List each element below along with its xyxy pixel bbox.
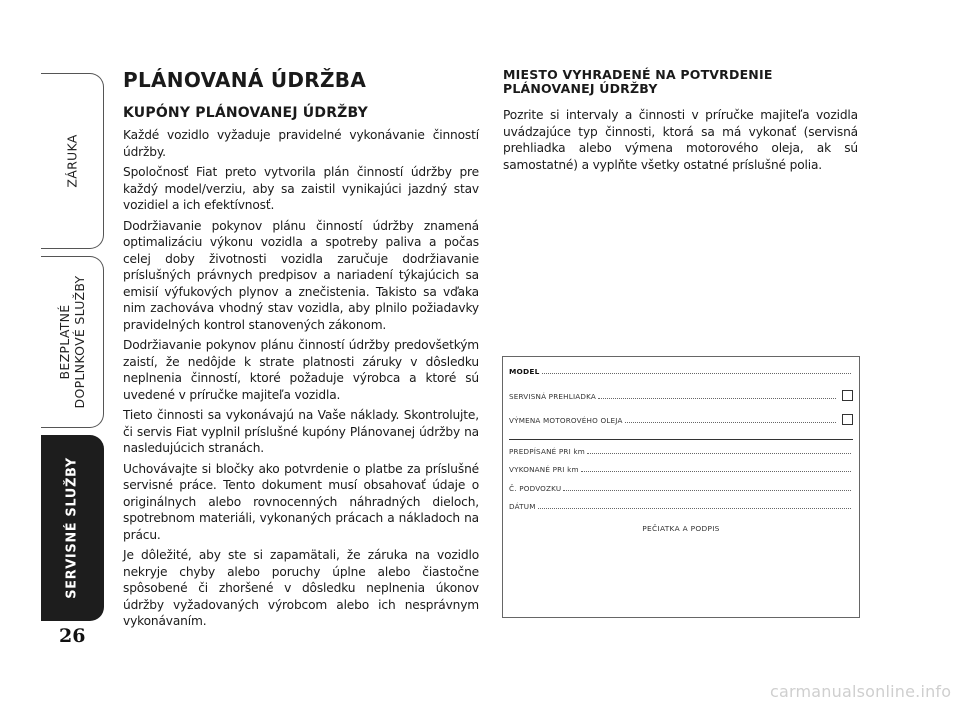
right-column — [503, 68, 858, 173]
paragraph: Každé vozidlo vyžaduje pravidelné vykonávanie činností údržby. — [123, 128, 479, 159]
performed-km-label: VYKONANÉ PRI km — [509, 465, 579, 474]
prescribed-km-row[interactable] — [509, 447, 853, 456]
prescribed-km-label: PREDPÍSANÉ PRI km — [509, 447, 585, 456]
tab-bezplatne-sluzby-label: BEZPLATNÉ DOPLNKOVÉ SLUŽBY — [57, 275, 87, 409]
paragraph: Spoločnosť Fiat preto vytvorila plán činností údržby pre každý model/verziu, aby sa zaistil vynikajúci jazdný stav vozidiel a ich efektívnosť. — [123, 165, 479, 212]
oil-change-row — [509, 414, 853, 425]
date-field[interactable] — [538, 507, 851, 509]
paragraph: Je dôležité, aby ste si zapamätali, že záruka na vozidlo nekryje chyby alebo poruchy úplne alebo čiastočne spôsobené či zhoršené v dôsledku neplnenia úkonov údržby vyžadovaných výrobcom alebo ich nesprávnym vykonávaním. — [123, 548, 479, 628]
date-row[interactable] — [509, 502, 853, 511]
tab-bezplatne-sluzby[interactable] — [41, 256, 104, 428]
chassis-number-row[interactable] — [509, 484, 853, 493]
oil-change-checkbox[interactable] — [842, 414, 853, 425]
section-title: KUPÓNY PLÁNOVANEJ ÚDRŽBY — [123, 105, 368, 121]
model-label: MODEL — [509, 367, 540, 376]
left-column — [123, 68, 479, 634]
right-paragraph: Pozrite si intervaly a činnosti v príručke majiteľa vozidla uvádzajúce typ činnosti, ktorá sa má vykonať (servisná prehliadka alebo výmena motorového oleja, ak sú samostatné) a vyplňte všetky ostatné príslušné polia. — [503, 108, 858, 172]
prescribed-km-field[interactable] — [587, 452, 851, 454]
tab-servisne-sluzby[interactable] — [41, 435, 104, 621]
oil-change-dots — [625, 421, 836, 423]
paragraph: Tieto činnosti sa vykonávajú na Vaše náklady. Skontrolujte, či servis Fiat vyplnil príslušné kupóny Plánovanej údržby na nasledujúcich stranách. — [123, 408, 479, 455]
page-title: PLÁNOVANÁ ÚDRŽBA — [123, 68, 367, 92]
side-tabs — [41, 73, 104, 621]
performed-km-field[interactable] — [581, 470, 851, 472]
paragraph: Dodržiavanie pokynov plánu činností údržby znamená optimalizáciu výkonu vozidla a spotreby paliva a počas celej doby životnosti vozidla zaručuje dodržiavanie príslušných právnych predpisov a nariadení týkajúcich sa emisií výfukových plynov a znečistenia. Takisto sa vďaka nim zachováva vhodný stav vozidla, aby plnilo požiadavky pravidelných kontrol stanovených zákonom. — [123, 218, 479, 332]
date-label: DÁTUM — [509, 502, 536, 511]
right-section-title: MIESTO VYHRADENÉ NA POTVRDENIE PLÁNOVANEJ ÚDRŽBY — [503, 67, 773, 96]
watermark-footer: carmanualsonline.info — [770, 682, 952, 701]
service-inspection-checkbox[interactable] — [842, 390, 853, 401]
page-number: 26 — [59, 625, 86, 647]
stamp-signature-label: PEČIATKA A PODPIS — [642, 524, 720, 533]
oil-change-label: VÝMENA MOTOROVÉHO OLEJA — [509, 416, 623, 425]
model-field[interactable] — [542, 372, 851, 374]
service-inspection-dots — [598, 397, 836, 399]
model-row[interactable] — [509, 367, 853, 376]
service-inspection-label: SERVISNÁ PREHLIADKA — [509, 392, 597, 401]
chassis-number-label: Č. PODVOZKU — [509, 484, 562, 493]
paragraph: Uchovávajte si bločky ako potvrdenie o platbe za príslušné servisné práce. Tento dokument musí obsahovať údaje o originálnych alebo rovnocenných náhradných dieloch, spotrebnom materiáli, vykonaných prácach a nákladoch na prácu. — [123, 461, 479, 542]
tab-servisne-sluzby-label: SERVISNÉ SLUŽBY — [64, 457, 80, 599]
chassis-number-field[interactable] — [563, 489, 851, 491]
paragraph: Dodržiavanie pokynov plánu činností údržby predovšetkým zaistí, že nedôjde k strate platnosti záruky v dôsledku neplnenia činností, ktoré požaduje výrobca a ktoré sú uvedené v príručke majiteľa vozidla. — [123, 338, 479, 402]
tab-zaruka[interactable] — [41, 73, 104, 249]
performed-km-row[interactable] — [509, 465, 853, 474]
form-divider — [509, 439, 853, 440]
tab-zaruka-label: ZÁRUKA — [64, 134, 80, 188]
maintenance-coupon-form — [502, 356, 860, 618]
service-inspection-row — [509, 390, 853, 401]
